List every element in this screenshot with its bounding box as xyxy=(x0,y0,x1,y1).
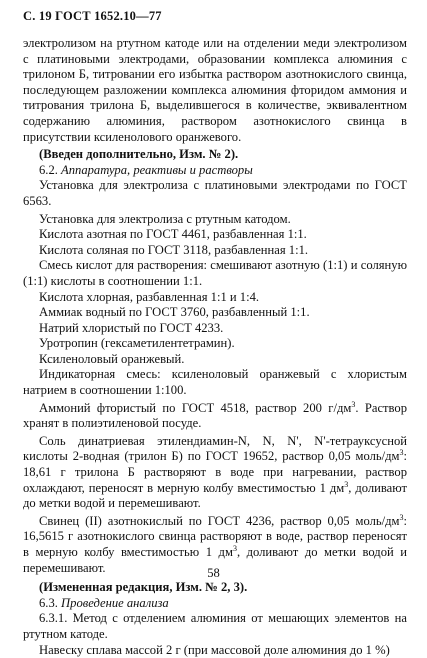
paragraph-method-principle: электролизом на ртутном катоде или на отделении меди электролизом с платиновыми электродами, образовании комплекса алюминия с трилоном Б, титровании его избытка раствором азотнокислого свинца, последующем разложении комплекса алюминия фторидом аммония и титрования трилона Б, выделившегося в количестве, эквивалентном содержанию алюминия, раствором азотнокислого свинца в присутствии ксиленолового оранжевого. xyxy=(23,36,407,144)
paragraph-xylenol-orange: Ксиленоловый оранжевый. xyxy=(39,351,185,366)
paragraph-acid-mixture: Смесь кислот для растворения: смешивают азотную (1:1) и соляную (1:1) кислоты в соотношении 1:1. xyxy=(23,258,407,288)
paragraph-electrolysis-mercury: Установка для электролиза с ртутным катодом. xyxy=(39,211,291,226)
section-heading-6-2 xyxy=(23,163,407,179)
page-header: С. 19 ГОСТ 1652.10—77 xyxy=(23,9,162,23)
section-number: 6.3. xyxy=(39,595,58,610)
paragraph-urotropine: Уротропин (гексаметилентетрамин). xyxy=(39,336,235,351)
paragraph-ammonium-fluoride: Аммоний фтористый по ГОСТ 4518, раствор 200 $г/дм^3$. Раствор хранят в полиэтиленовой посуде. xyxy=(23,399,407,431)
paragraph-method-6-3-1: 6.3.1. Метод с отделением алюминия от мешающих элементов на ртутном катоде. xyxy=(23,611,407,641)
paragraph-trilon-b: Соль динатриевая этилендиамин-N, N, N', N'-тетрауксусной кислоты 2-водная (трилон Б) по ГОСТ 19652, раствор 0,05 моль/$дм^3$: 18,61 г трилона Б растворяют в воде при нагревании, раствор охлаждают, переносят в мерную колбу вместимостью 1 $дм^3$, доливают до метки водой и перемешивают. xyxy=(23,433,407,511)
section-title: Проведение анализа xyxy=(61,595,169,610)
document-body xyxy=(23,36,407,658)
section-heading-6-3 xyxy=(23,596,407,612)
paragraph-nitric-acid: Кислота азотная по ГОСТ 4461, разбавленная 1:1. xyxy=(39,227,307,242)
section-title: Аппаратура, реактивы и растворы xyxy=(61,162,253,177)
page-number: 58 xyxy=(207,566,220,580)
paragraph-sample-weight: Навеску сплава массой 2 г (при массовой доле алюминия до 1 %) xyxy=(39,642,390,657)
paragraph-sodium-chloride: Натрий хлористый по ГОСТ 4233. xyxy=(39,320,224,335)
paragraph-lead-nitrate: Свинец (II) азотнокислый по ГОСТ 4236, раствор 0,05 моль/$дм^3$: 16,5615 г азотнокислого свинца растворяют в воде, раствор переносят в мерную колбу вместимостью 1 $дм^3$, доливают до метки водой и перемешивают. xyxy=(23,512,407,575)
paragraph-ammonia: Аммиак водный по ГОСТ 3760, разбавленный 1:1. xyxy=(39,305,310,320)
paragraph-electrolysis-platinum: Установка для электролиза с платиновыми электродами по ГОСТ 6563. xyxy=(23,178,407,208)
revision-note: (Измененная редакция, Изм. № 2, 3). xyxy=(39,580,248,595)
paragraph-hydrochloric-acid: Кислота соляная по ГОСТ 3118, разбавленная 1:1. xyxy=(39,242,309,257)
section-number: 6.2. xyxy=(39,162,58,177)
paragraph-perchloric-acid: Кислота хлорная, разбавленная 1:1 и 1:4. xyxy=(39,289,260,304)
paragraph-indicator-mixture: Индикаторная смесь: ксиленоловый оранжевый с хлористым натрием в соотношении 1:100. xyxy=(23,367,407,398)
amendment-note: (Введен дополнительно, Изм. № 2). xyxy=(39,147,239,162)
